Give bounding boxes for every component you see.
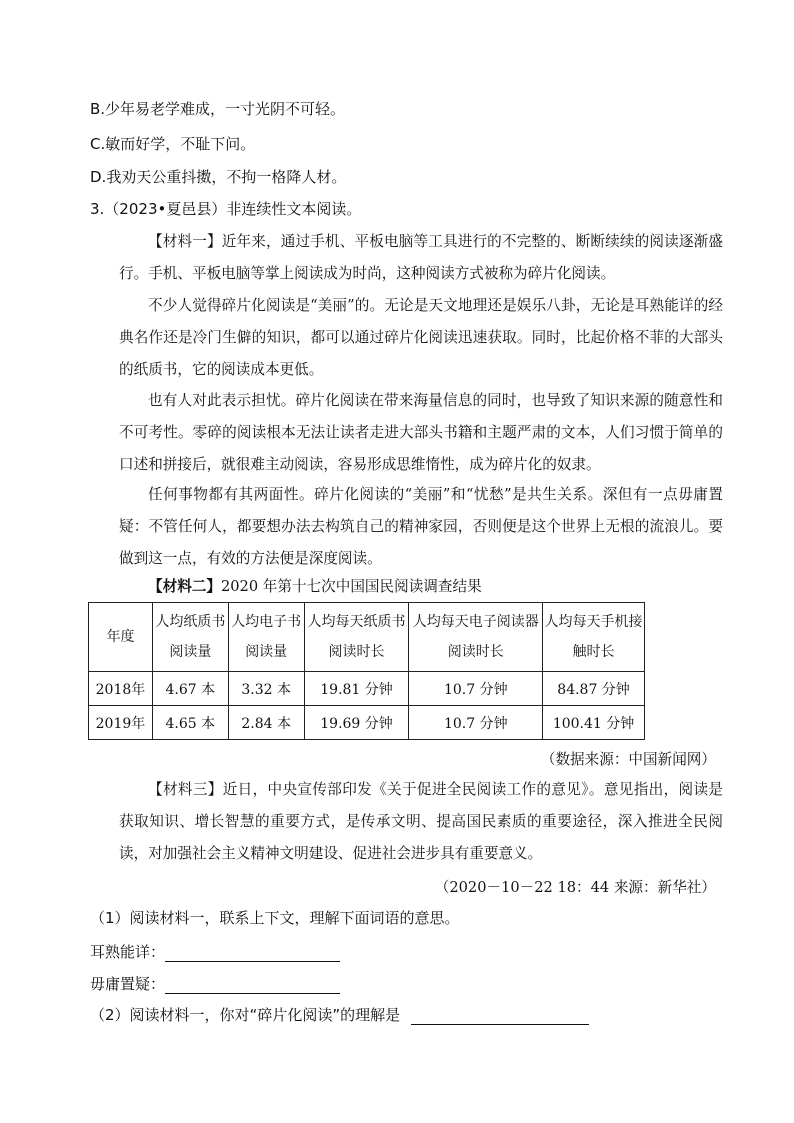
term-1-label: 耳熟能详： bbox=[90, 943, 166, 961]
material-2-label: 【材料二】 bbox=[148, 578, 221, 595]
material-1-paragraph-2: 不少人觉得碎片化阅读是“美丽”的。无论是天文地理还是娱乐八卦，无论是耳熟能详的经典名作还是冷门生僻的知识，都可以通过碎片化阅读迅速获取。同时，比起价格不菲的大部头的纸质书，它的阅读成本更低。 bbox=[119, 297, 723, 378]
term-2-label: 毋庸置疑： bbox=[90, 975, 166, 993]
answer-blank-2[interactable] bbox=[165, 975, 340, 994]
table-header: 人均每天纸质书阅读时长 bbox=[304, 603, 409, 672]
table-row bbox=[89, 706, 645, 740]
subquestion-2: （2）阅读材料一，你对“碎片化阅读”的理解是 bbox=[90, 1006, 401, 1024]
answer-blank-3[interactable] bbox=[411, 1006, 589, 1025]
subquestion-2-row bbox=[90, 1004, 589, 1025]
material-1-paragraph-1: 【材料一】近年来，通过手机、平板电脑等工具进行的不完整的、断断续续的阅读逐渐盛行。手机、平板电脑等掌上阅读成为时尚，这种阅读方式被称为碎片化阅读。 bbox=[119, 233, 723, 282]
material-3-source: （2020－10－22 18：44 来源：新华社） bbox=[434, 879, 716, 896]
table-cell: 3.32 本 bbox=[228, 672, 304, 706]
table-cell: 84.87 分钟 bbox=[543, 672, 645, 706]
table-cell: 19.69 分钟 bbox=[304, 706, 409, 740]
material-2-source: （数据来源：中国新闻网） bbox=[540, 751, 716, 768]
reading-survey-table bbox=[88, 602, 645, 740]
table-cell: 10.7 分钟 bbox=[409, 706, 543, 740]
table-cell: 19.81 分钟 bbox=[304, 672, 409, 706]
answer-blank-1[interactable] bbox=[165, 943, 340, 962]
term-2-row bbox=[90, 973, 340, 994]
option-d: D.我劝天公重抖擞，不拘一格降人材。 bbox=[90, 168, 347, 186]
material-1-paragraph-3: 也有人对此表示担忧。碎片化阅读在带来海量信息的同时，也导致了知识来源的随意性和不可考性。零碎的阅读根本无法让读者走进大部头书籍和主题严肃的文本，人们习惯于简单的口述和拼接后，就很难主动阅读，容易形成思维惰性，成为碎片化的奴隶。 bbox=[119, 392, 723, 473]
table-header: 人均纸质书阅读量 bbox=[152, 603, 228, 672]
material-2-title: 2020 年第十七次中国国民阅读调查结果 bbox=[220, 578, 482, 595]
material-2-caption bbox=[148, 575, 482, 596]
table-cell: 2019年 bbox=[89, 706, 153, 740]
table-cell: 4.65 本 bbox=[152, 706, 228, 740]
table-cell: 4.67 本 bbox=[152, 672, 228, 706]
table-header: 人均每天手机接触时长 bbox=[543, 603, 645, 672]
material-1-paragraph-4: 任何事物都有其两面性。碎片化阅读的“美丽”和“忧愁”是共生关系。深但有一点毋庸置疑：不管任何人，都要想办法去构筑自己的精神家园，否则便是这个世界上无根的流浪儿。要做到这一点，有效的方法便是深度阅读。 bbox=[119, 486, 723, 567]
table-cell: 10.7 分钟 bbox=[409, 672, 543, 706]
table-header: 人均每天电子阅读器阅读时长 bbox=[409, 603, 543, 672]
question-3-heading: 3.（2023•夏邑县）非连续性文本阅读。 bbox=[90, 200, 362, 218]
table-cell: 2.84 本 bbox=[228, 706, 304, 740]
table-header: 人均电子书阅读量 bbox=[228, 603, 304, 672]
table-cell: 100.41 分钟 bbox=[543, 706, 645, 740]
subquestion-1: （1）阅读材料一，联系上下文，理解下面词语的意思。 bbox=[90, 909, 460, 927]
table-cell: 2018年 bbox=[89, 672, 153, 706]
term-1-row bbox=[90, 941, 340, 962]
option-c: C.敏而好学，不耻下问。 bbox=[90, 135, 256, 153]
table-row bbox=[89, 672, 645, 706]
table-header-row bbox=[89, 603, 645, 672]
option-b: B.少年易老学难成，一寸光阴不可轻。 bbox=[90, 100, 346, 118]
table-header: 年度 bbox=[89, 603, 153, 672]
material-3-paragraph: 【材料三】近日，中央宣传部印发《关于促进全民阅读工作的意见》。意见指出，阅读是获取知识、增长智慧的重要方式，是传承文明、提高国民素质的重要途径，深入推进全民阅读，对加强社会主义精神文明建设、促进社会进步具有重要意义。 bbox=[119, 781, 723, 862]
